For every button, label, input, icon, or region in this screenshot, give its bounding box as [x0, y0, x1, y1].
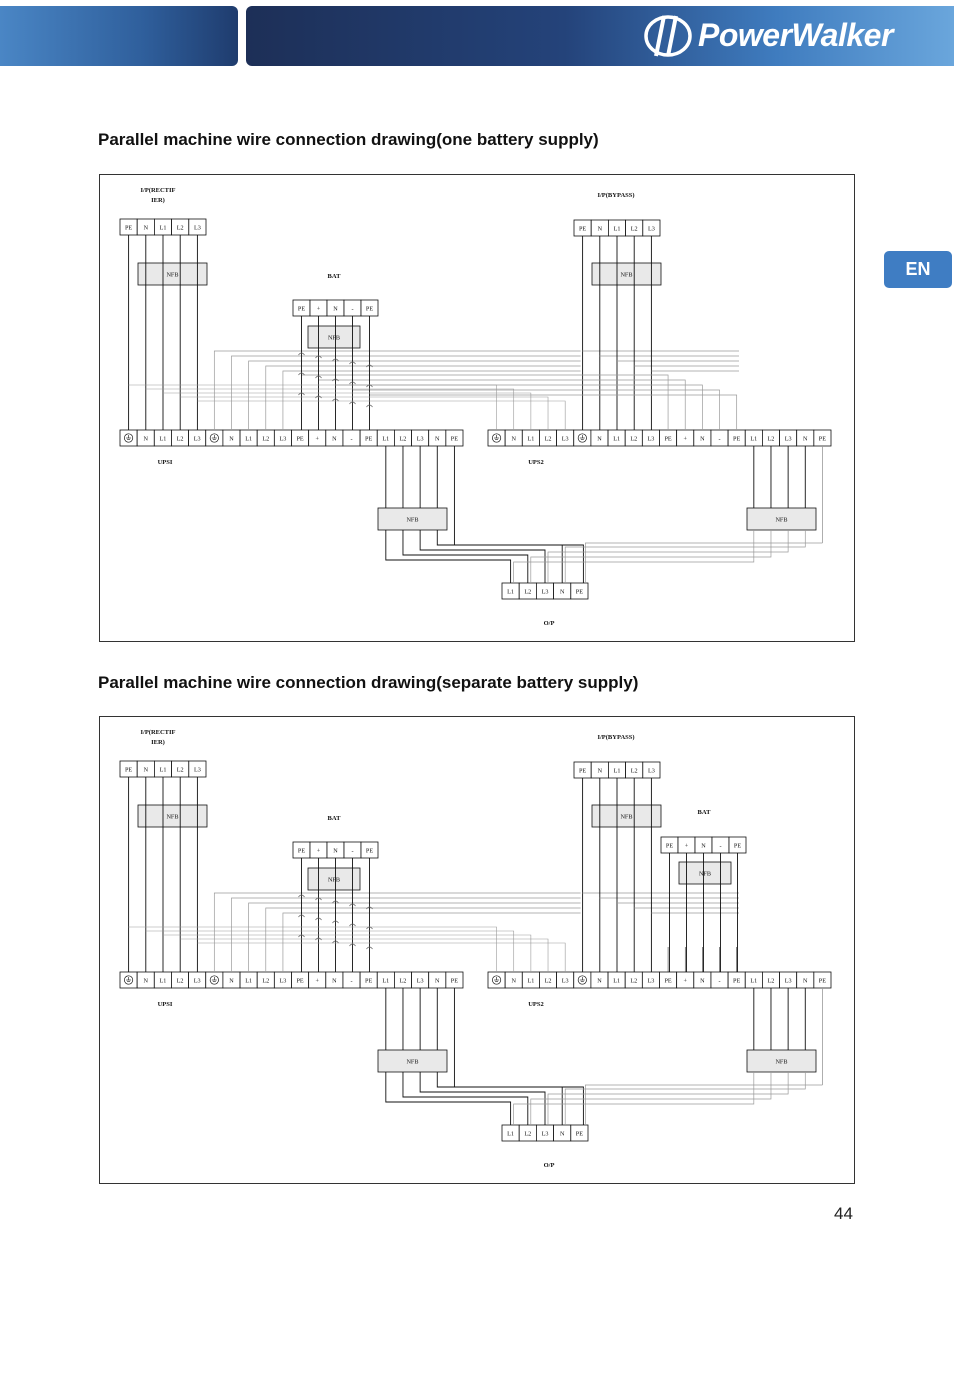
- bypass-terminal-label: PE: [578, 767, 587, 775]
- ups1-terminal-label: N: [435, 977, 440, 985]
- ups2-to-output-wire: [565, 530, 805, 583]
- section-title-one-battery: Parallel machine wire connection drawing(one battery supply): [98, 130, 599, 149]
- ups2-terminal-label: PE: [664, 977, 672, 985]
- battery-to-ups2-wire: [370, 395, 737, 430]
- diagram-svg-two: [100, 717, 856, 1185]
- ups1-terminal-label: L1: [382, 977, 390, 985]
- ups1-pe-wire: [454, 545, 583, 583]
- ups2-terminal-label: L1: [527, 435, 535, 443]
- ups1-terminal-label: L2: [176, 435, 184, 443]
- ups2-terminal-label: L1: [613, 977, 621, 985]
- ups1-terminal-label: L1: [382, 435, 390, 443]
- ip-rectifier-label-2: IER): [151, 739, 165, 746]
- rectifier-to-ups2-wire: [129, 385, 497, 430]
- bypass-terminal-label: L2: [630, 767, 638, 775]
- ups1-terminal-label: L2: [262, 435, 270, 443]
- rectifier-terminal-label: L2: [176, 224, 184, 232]
- ups2-terminal-label: L2: [630, 977, 638, 985]
- bypass-feed-wire: [214, 893, 580, 972]
- output-terminal-label: L1: [507, 588, 515, 596]
- ups1-terminal-label: PE: [450, 977, 459, 985]
- ups2-terminal-label: N: [597, 977, 602, 985]
- bypass-terminal-label: PE: [578, 225, 587, 233]
- output-terminal-label: N: [559, 1130, 565, 1138]
- rectifier-terminal-label: N: [143, 766, 149, 774]
- battery-nfb-label: NFB: [327, 334, 341, 342]
- ups2-terminal-label: N: [700, 435, 705, 443]
- ups1-terminal-label: PE: [296, 977, 304, 985]
- ip-rectifier-label: I/P(RECTIF: [140, 187, 176, 194]
- ups1-to-output-wire: [437, 530, 562, 583]
- ups2-to-output-wire: [531, 530, 771, 583]
- ups1-terminal-label: L1: [159, 435, 167, 443]
- ups1-terminal-label: L2: [399, 435, 407, 443]
- bypass-feed-wire: [266, 366, 581, 430]
- battery2-terminal-label: N: [701, 842, 706, 850]
- ups2-terminal-label: PE: [733, 435, 741, 443]
- ups1-output-nfb-label: NFB: [406, 1058, 419, 1066]
- ups1-terminal-label: N: [143, 977, 148, 985]
- ups2-terminal-label: N: [803, 977, 808, 985]
- rectifier-to-ups2-wire: [129, 927, 497, 972]
- output-terminal-label: PE: [575, 588, 584, 596]
- ups2-terminal-label: N: [597, 435, 602, 443]
- output-label: O/P: [543, 620, 555, 627]
- ip-bypass-label: I/P(BYPASS): [597, 192, 635, 199]
- rectifier-terminal-label: PE: [124, 224, 133, 232]
- rectifier-to-ups2-wire: [180, 939, 548, 972]
- ups2-terminal-label: PE: [733, 977, 741, 985]
- ups2-terminal-label: L1: [750, 977, 758, 985]
- ups1-terminal-label: L1: [159, 977, 167, 985]
- bypass-feed-wire: [214, 351, 580, 430]
- battery2-nfb-label: NFB: [698, 870, 712, 878]
- logo-mark-icon: [642, 8, 698, 64]
- ups2-terminal-label: N: [700, 977, 705, 985]
- bypass-terminal-label: N: [597, 767, 603, 775]
- battery-terminal-label: N: [333, 847, 338, 855]
- ups1-terminal-label: L2: [399, 977, 407, 985]
- diagram-svg-one: [100, 175, 856, 643]
- output-terminal-label: PE: [575, 1130, 584, 1138]
- output-terminal-label: L3: [541, 1130, 549, 1138]
- output-terminal-label: L2: [524, 1130, 532, 1138]
- ups1-terminal-label: L3: [416, 435, 424, 443]
- wiring-diagram-one-battery: [99, 174, 855, 642]
- ups1-terminal-label: L3: [279, 977, 287, 985]
- ups1-terminal-label: N: [332, 435, 337, 443]
- ups1-terminal-label: PE: [365, 435, 373, 443]
- rectifier-to-ups2-wire: [197, 401, 565, 430]
- page-number: 44: [834, 1204, 853, 1223]
- bypass-nfb-label: NFB: [620, 271, 633, 279]
- battery2-terminal-label: PE: [665, 842, 674, 850]
- bypass-terminal-label: L3: [647, 225, 655, 233]
- ups2-to-output-wire: [514, 530, 754, 583]
- ups2-to-output-wire: [548, 530, 788, 583]
- bypass-terminal-label: N: [597, 225, 603, 233]
- output-terminal-label: L1: [507, 1130, 515, 1138]
- ups1-terminal-label: L1: [245, 977, 253, 985]
- ups2-output-nfb-label: NFB: [775, 516, 788, 524]
- bypass-terminal-label: L1: [613, 225, 621, 233]
- battery-terminal-label: -: [351, 305, 354, 313]
- ups2-terminal-label: L3: [784, 435, 792, 443]
- ups1-terminal-label: L1: [245, 435, 253, 443]
- ups2-output-nfb-label: NFB: [775, 1058, 788, 1066]
- ups1-terminal-label: L3: [279, 435, 287, 443]
- section-title-separate-battery: Parallel machine wire connection drawing(separate battery supply): [98, 673, 639, 692]
- battery-to-ups2-wire: [353, 390, 720, 430]
- ups1-to-output-wire: [403, 530, 528, 583]
- battery-terminal-label: N: [333, 305, 338, 313]
- battery2-terminal-label: PE: [733, 842, 742, 850]
- rectifier-terminal-label: PE: [124, 766, 133, 774]
- battery-nfb-label: NFB: [327, 876, 341, 884]
- ups2-terminal-label: PE: [818, 977, 827, 985]
- bypass-terminal-label: L3: [647, 767, 655, 775]
- ups2-to-output-wire: [565, 1072, 805, 1125]
- rectifier-terminal-label: L1: [159, 224, 167, 232]
- rectifier-terminal-label: L2: [176, 766, 184, 774]
- battery-to-ups2-wire: [302, 375, 669, 430]
- ups1-terminal-label: -: [350, 435, 353, 443]
- ups1-to-output-wire: [420, 1072, 545, 1125]
- ups2-terminal-label: L2: [544, 977, 552, 985]
- ups2-terminal-label: L2: [767, 435, 775, 443]
- ups1-terminal-label: N: [332, 977, 337, 985]
- rectifier-terminal-label: N: [143, 224, 149, 232]
- ups1-terminal-label: L3: [193, 977, 201, 985]
- ups1-terminal-label: L2: [176, 977, 184, 985]
- rectifier-terminal-label: L3: [193, 766, 201, 774]
- ip-rectifier-label: I/P(RECTIF: [140, 729, 176, 736]
- ups2-terminal-label: -: [718, 435, 721, 443]
- ups2-terminal-label: L1: [613, 435, 621, 443]
- ups1-label: UPSI: [157, 1001, 173, 1008]
- ups2-terminal-label: L2: [544, 435, 552, 443]
- battery2-terminal-label: +: [684, 842, 689, 850]
- ups2-terminal-label: L2: [767, 977, 775, 985]
- ups2-pe-wire: [585, 1085, 822, 1125]
- output-terminal-label: L3: [541, 588, 549, 596]
- ups2-terminal-label: N: [511, 435, 516, 443]
- bypass-feed-wire: [283, 913, 581, 972]
- ups2-terminal-label: L1: [527, 977, 535, 985]
- ups2-terminal-label: PE: [664, 435, 672, 443]
- output-label: O/P: [543, 1162, 555, 1169]
- ip-rectifier-label-2: IER): [151, 197, 165, 204]
- ups1-terminal-label: N: [143, 435, 148, 443]
- ups1-terminal-label: PE: [450, 435, 459, 443]
- ups1-terminal-label: +: [315, 435, 319, 443]
- wiring-diagram-separate-battery: [99, 716, 855, 1184]
- battery-terminal-label: PE: [297, 847, 306, 855]
- ups2-to-output-wire: [548, 1072, 788, 1125]
- ups1-terminal-label: PE: [365, 977, 373, 985]
- ups2-terminal-label: N: [803, 435, 808, 443]
- ups2-terminal-label: L1: [750, 435, 758, 443]
- ups2-terminal-label: L3: [647, 977, 655, 985]
- ups2-label: UPS2: [528, 1001, 544, 1008]
- ups1-pe-wire: [454, 1087, 583, 1125]
- ups1-terminal-label: N: [229, 977, 234, 985]
- ups2-pe-wire: [585, 543, 822, 583]
- rectifier-to-ups2-wire: [146, 931, 514, 972]
- ups1-to-output-wire: [386, 530, 511, 583]
- battery-terminal-label: PE: [297, 305, 306, 313]
- ups1-terminal-label: L3: [416, 977, 424, 985]
- ups1-to-output-wire: [403, 1072, 528, 1125]
- ups2-to-output-wire: [514, 1072, 754, 1125]
- rectifier-nfb-label: NFB: [166, 813, 179, 821]
- ups1-terminal-label: PE: [296, 435, 304, 443]
- rectifier-to-ups2-wire: [163, 393, 531, 430]
- ups2-terminal-label: L3: [561, 977, 569, 985]
- rectifier-to-ups2-wire: [163, 935, 531, 972]
- ups1-terminal-label: L2: [262, 977, 270, 985]
- bypass-terminal-label: L1: [613, 767, 621, 775]
- ups2-terminal-label: L2: [630, 435, 638, 443]
- ups1-terminal-label: N: [229, 435, 234, 443]
- ups2-terminal-label: L3: [784, 977, 792, 985]
- battery-to-ups2-wire: [336, 385, 703, 430]
- powerwalker-logo: [642, 8, 942, 64]
- ups1-terminal-label: -: [350, 977, 353, 985]
- language-tab-en[interactable]: EN: [884, 251, 952, 288]
- ups1-to-output-wire: [437, 1072, 562, 1125]
- output-terminal-label: N: [559, 588, 565, 596]
- ups1-terminal-label: +: [315, 977, 319, 985]
- ups2-terminal-label: +: [683, 977, 687, 985]
- battery-terminal-label: +: [316, 847, 321, 855]
- battery-to-ups2-wire: [319, 380, 686, 430]
- ups2-terminal-label: +: [683, 435, 687, 443]
- bat-label: BAT: [327, 273, 341, 280]
- rectifier-terminal-label: L3: [193, 224, 201, 232]
- ups1-to-output-wire: [386, 1072, 511, 1125]
- rectifier-terminal-label: L1: [159, 766, 167, 774]
- ups2-terminal-label: L3: [561, 435, 569, 443]
- bypass-feed-wire: [266, 908, 581, 972]
- battery-terminal-label: PE: [365, 847, 374, 855]
- ups1-label: UPSI: [157, 459, 173, 466]
- ups2-to-output-wire: [531, 1072, 771, 1125]
- battery-terminal-label: PE: [365, 305, 374, 313]
- battery-terminal-label: +: [316, 305, 321, 313]
- bat2-label: BAT: [697, 809, 711, 816]
- output-terminal-label: L2: [524, 588, 532, 596]
- ups1-output-nfb-label: NFB: [406, 516, 419, 524]
- ups2-terminal-label: -: [718, 977, 721, 985]
- ups2-terminal-label: PE: [818, 435, 827, 443]
- ups2-label: UPS2: [528, 459, 544, 466]
- rectifier-to-ups2-wire: [180, 397, 548, 430]
- battery-terminal-label: -: [351, 847, 354, 855]
- header-bar-left: [0, 6, 238, 66]
- battery2-terminal-label: -: [719, 842, 722, 850]
- ups2-terminal-label: L3: [647, 435, 655, 443]
- rectifier-nfb-label: NFB: [166, 271, 179, 279]
- brand-name: PowerWalker: [698, 17, 893, 53]
- rectifier-to-ups2-wire: [197, 943, 565, 972]
- bat-label: BAT: [327, 815, 341, 822]
- bypass-nfb-label: NFB: [620, 813, 633, 821]
- ip-bypass-label: I/P(BYPASS): [597, 734, 635, 741]
- ups1-terminal-label: N: [435, 435, 440, 443]
- ups1-to-output-wire: [420, 530, 545, 583]
- ups2-terminal-label: N: [511, 977, 516, 985]
- ups1-terminal-label: L3: [193, 435, 201, 443]
- bypass-terminal-label: L2: [630, 225, 638, 233]
